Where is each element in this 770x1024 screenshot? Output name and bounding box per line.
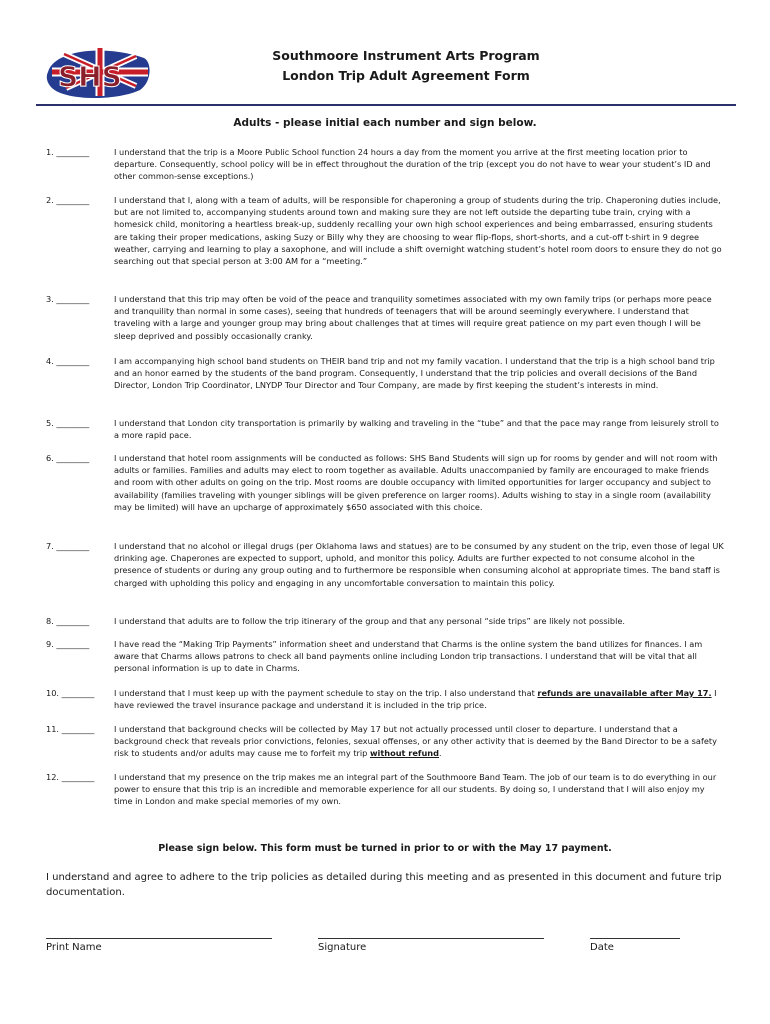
item-number[interactable]: 3. ________	[46, 294, 90, 304]
item-text	[114, 687, 724, 711]
item-text: I understand that my presence on the trip makes me an integral part of the Southmoore Band Team. The job of our team is to do everything in our power to ensure that this trip is an incredible and memorable experience for all our students. By doing so, I understand that I will also enjoy my time in London and make special memories of my own.	[114, 772, 717, 807]
date-label: Date	[590, 942, 614, 953]
item-text: I understand that the trip is a Moore Public School function 24 hours a day from the moment you arrive at the first meeting location prior to departure. Consequently, school policy will be in effect throughout the duration of the trip (except you do not have to wear your student’s ID and other common-sense exceptions.)	[114, 147, 711, 182]
instructions-heading: Adults - please initial each number and sign below.	[233, 117, 537, 129]
signature-line[interactable]	[318, 938, 544, 939]
item-text: I understand that adults are to follow the trip itinerary of the group and that any personal “side trips” are likely not possible.	[114, 616, 626, 626]
item-number[interactable]: 7. ________	[46, 541, 90, 551]
item-text-start: I understand that I must keep up with the payment schedule to stay on the trip. I also understand that	[114, 688, 538, 698]
item-text: I understand that London city transportation is primarily by walking and traveling in the “tube” and that the pace may range from leisurely stroll to a more rapid pace.	[114, 418, 719, 441]
item-number[interactable]: 6. ________	[46, 453, 90, 463]
form-subtitle: London Trip Adult Agreement Form	[282, 68, 530, 83]
print-name-label: Print Name	[46, 942, 102, 953]
item-number[interactable]: 2. ________	[46, 195, 90, 205]
item-text-start: I understand that background checks will be collected by May 17 but not actually processed until closer to departure. I understand that a background check that reveals prior convictions, felonies, sexual offenses, or any other activity that is deemed by the Band Director to be a safety risk to students and/or adults may cause me to forfeit my trip	[114, 724, 717, 759]
header-divider	[36, 104, 736, 106]
item-number[interactable]: 1. ________	[46, 147, 90, 157]
item-text-end: I have reviewed the travel insurance package and understand it is included in the trip price.	[114, 688, 717, 711]
item-text	[114, 723, 724, 760]
date-line[interactable]	[590, 938, 680, 939]
refund-deadline-emphasis: refunds are unavailable after May 17.	[537, 688, 712, 698]
signature-label: Signature	[318, 942, 367, 953]
item-number[interactable]: 5. ________	[46, 418, 90, 428]
item-text: I have read the “Making Trip Payments” information sheet and understand that Charms is the online system the band utilizes for finances. I am aware that Charms allows patrons to check all band payments online including London trip transactions. I understand that will be vital that all personal information is up to date in Charms.	[114, 639, 703, 674]
item-text: I understand that hotel room assignments will be conducted as follows: SHS Band Students will sign up for rooms by gender and will not room with adults or families. Families and adults may elect to room together as available. Adults unaccompanied by family are encouraged to make friends and room with other adults on going on the trip. Most rooms are double occupancy with limited opportunities for larger occupancy and subject to availability (families traveling with younger siblings will be given preference on larger rooms). Adults wishing to stay in a single room (availability may be limited) will have an upcharge of approximately $650 associated with this choice.	[114, 453, 718, 512]
agreement-statement: I understand and agree to adhere to the trip policies as detailed during this meeting and as presented in this document and future trip documentation.	[46, 872, 722, 898]
item-number[interactable]: 10. ________	[46, 688, 95, 698]
item-number[interactable]: 9. ________	[46, 639, 90, 649]
form-title: Southmoore Instrument Arts Program	[272, 48, 540, 63]
item-text-end: .	[438, 748, 442, 759]
item-text: I understand that this trip may often be void of the peace and tranquility sometimes associated with my own family trips (or perhaps more peace and tranquility than normal in some cases), seeing that hundreds of teenagers that will be around seemingly everywhere. I understand that traveling with a large and younger group may bring about challenges that at times will require great patience on my part even though I will be sleep deprived and possibly occasionally cranky.	[114, 294, 712, 341]
logo-text: SHS	[58, 60, 122, 93]
item-number[interactable]: 12. ________	[46, 772, 95, 782]
item-number[interactable]: 8. ________	[46, 616, 90, 626]
no-refund-emphasis: without refund	[369, 748, 439, 759]
item-number[interactable]: 4. ________	[46, 356, 90, 366]
item-text: I understand that no alcohol or illegal drugs (per Oklahoma laws and statues) are to be consumed by any student on the trip, even those of legal UK drinking age. Chaperones are expected to support, uphold, and monitor this policy. Adults are further expected to not consume alcohol in the presence of students or during any group outing and to furthermore be responsible when consuming alcohol at appropriate times. The band staff is charged with upholding this policy and engaging in any uncomfortable conversation to maintain this policy.	[114, 541, 724, 588]
item-text: I understand that I, along with a team of adults, will be responsible for chaperoning a group of students during the trip. Chaperoning duties include, but are not limited to, accompanying students around town and making sure they are not left outside the departing tube train, crying with a homesick child, monitoring a heartless break-up, suddenly recalling your own high school experiences and being embarrassed, ensuring students are taking their proper medications, asking Suzy or Billy why they are choosing to wear flip-flops, short-shorts, and a cut-off t-shirt in 9 degree weather, carrying and learning to play a saxophone, and will include a shift overnight watching student’s hotel room doors to ensure they do not go searching out that special person at 3:00 AM for a “meeting.”	[114, 195, 722, 267]
page-header	[36, 38, 736, 108]
item-text: I am accompanying high school band students on THEIR band trip and not my family vacation. I understand that the trip is a high school band trip and an honor earned by the students of the band program. Consequently, I understand that the trip policies and overall decisions of the Band Director, London Trip Coordinator, LNYDP Tour Director and Tour Company, are made by first keeping the student’s interests in mind.	[114, 356, 715, 391]
item-number[interactable]: 11. ________	[46, 724, 95, 734]
print-name-line[interactable]	[46, 938, 272, 939]
sign-instructions: Please sign below. This form must be turned in prior to or with the May 17 payment.	[158, 843, 612, 854]
